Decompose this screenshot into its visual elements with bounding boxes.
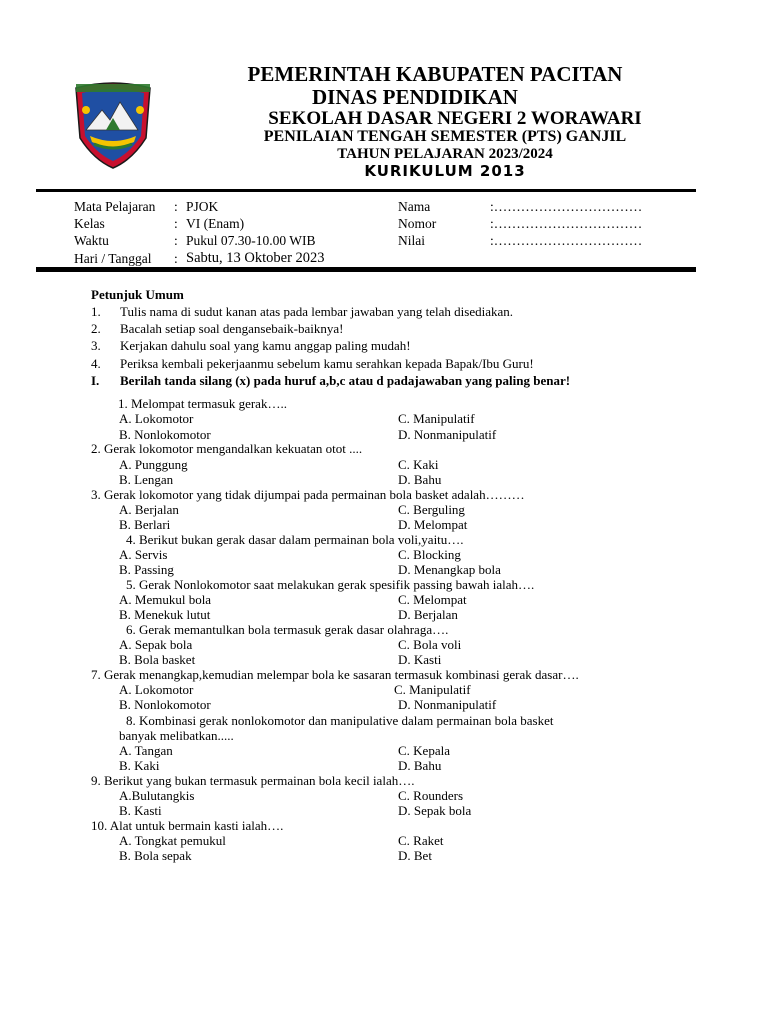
question-text: 5. Gerak Nonlokomotor saat melakukan gerak spesifik passing bawah ialah…. bbox=[126, 577, 535, 592]
petunjuk-title: Petunjuk Umum bbox=[91, 287, 184, 302]
option-c[interactable]: C. Rounders bbox=[398, 788, 463, 803]
option-d[interactable]: D. Menangkap bola bbox=[398, 562, 501, 577]
option-a[interactable]: A. Lokomotor bbox=[119, 682, 194, 697]
option-c[interactable]: C. Manipulatif bbox=[398, 411, 475, 426]
option-b[interactable]: B. Menekuk lutut bbox=[119, 607, 211, 622]
option-d[interactable]: D. Berjalan bbox=[398, 607, 458, 622]
mapel-colon: : bbox=[174, 199, 178, 214]
option-d[interactable]: D. Bet bbox=[398, 848, 432, 863]
option-a[interactable]: A. Lokomotor bbox=[119, 411, 194, 426]
header-tahun-pelajaran: TAHUN PELAJARAN 2023/2024 bbox=[337, 146, 553, 162]
option-c[interactable]: C. Berguling bbox=[398, 502, 465, 517]
question-text: 10. Alat untuk bermain kasti ialah…. bbox=[91, 818, 284, 833]
header-penilaian: PENILAIAN TENGAH SEMESTER (PTS) GANJIL bbox=[263, 128, 627, 145]
option-b[interactable]: B. Bola basket bbox=[119, 652, 196, 667]
section-number: I. bbox=[91, 373, 100, 388]
hari-label: Hari / Tanggal bbox=[74, 251, 152, 266]
kelas-colon: : bbox=[174, 216, 178, 231]
nilai-label: Nilai bbox=[398, 233, 425, 248]
petunjuk-num: 1. bbox=[91, 304, 101, 319]
option-d[interactable]: D. Nonmanipulatif bbox=[398, 697, 497, 712]
nama-label: Nama bbox=[398, 199, 431, 214]
header-pemerintah: PEMERINTAH KABUPATEN PACITAN bbox=[247, 62, 623, 86]
header-sekolah: SEKOLAH DASAR NEGERI 2 WORAWARI bbox=[268, 108, 642, 129]
question-text: 8. Kombinasi gerak nonlokomotor dan manipulative dalam permainan bola basket bbox=[126, 713, 554, 728]
question-text: 3. Gerak lokomotor yang tidak dijumpai pada permainan bola basket adalah……… bbox=[91, 487, 525, 502]
mapel-label: Mata Pelajaran bbox=[74, 199, 156, 214]
nama-blank[interactable]: :…………………………… bbox=[490, 199, 643, 214]
header-rule-bottom bbox=[36, 267, 696, 272]
option-d[interactable]: D. Nonmanipulatif bbox=[398, 427, 497, 442]
question-text: 9. Berikut yang bukan termasuk permainan bola kecil ialah…. bbox=[91, 773, 415, 788]
option-a[interactable]: A. Tangan bbox=[119, 743, 173, 758]
petunjuk-item: Tulis nama di sudut kanan atas pada lembar jawaban yang telah disediakan. bbox=[120, 304, 514, 319]
header-rule-top bbox=[36, 189, 696, 192]
option-b[interactable]: B. Nonlokomotor bbox=[119, 697, 211, 712]
petunjuk-num: 4. bbox=[91, 356, 101, 371]
option-d[interactable]: D. Melompat bbox=[398, 517, 468, 532]
petunjuk-num: 3. bbox=[91, 338, 101, 353]
question-text-continued: banyak melibatkan..... bbox=[119, 728, 234, 743]
waktu-label: Waktu bbox=[74, 233, 109, 248]
option-a[interactable]: A. Tongkat pemukul bbox=[119, 833, 226, 848]
option-a[interactable]: A. Servis bbox=[119, 547, 168, 562]
waktu-value: Pukul 07.30-10.00 WIB bbox=[186, 233, 316, 248]
option-b[interactable]: B. Lengan bbox=[119, 472, 174, 487]
option-c[interactable]: C. Manipulatif bbox=[394, 682, 471, 697]
mapel-value: PJOK bbox=[186, 199, 219, 214]
petunjuk-num: 2. bbox=[91, 321, 101, 336]
header-dinas: DINAS PENDIDIKAN bbox=[312, 85, 518, 109]
option-c[interactable]: C. Melompat bbox=[398, 592, 467, 607]
header-kurikulum: KURIKULUM 2013 bbox=[364, 162, 526, 180]
option-d[interactable]: D. Sepak bola bbox=[398, 803, 472, 818]
question-text: 6. Gerak memantulkan bola termasuk gerak dasar olahraga…. bbox=[126, 622, 449, 637]
option-d[interactable]: D. Bahu bbox=[398, 472, 442, 487]
petunjuk-item: Bacalah setiap soal dengansebaik-baiknya! bbox=[120, 321, 344, 336]
hari-colon: : bbox=[174, 251, 178, 266]
option-c[interactable]: C. Bola voli bbox=[398, 637, 462, 652]
option-c[interactable]: C. Kaki bbox=[398, 457, 439, 472]
option-c[interactable]: C. Blocking bbox=[398, 547, 461, 562]
option-a[interactable]: A. Memukul bola bbox=[119, 592, 212, 607]
option-c[interactable]: C. Raket bbox=[398, 833, 444, 848]
petunjuk-item: Kerjakan dahulu soal yang kamu anggap paling mudah! bbox=[120, 338, 411, 353]
kelas-value: VI (Enam) bbox=[186, 216, 245, 231]
option-b[interactable]: B. Berlari bbox=[119, 517, 171, 532]
section-instruction: Berilah tanda silang (x) pada huruf a,b,c atau d padajawaban yang paling benar! bbox=[120, 373, 571, 388]
option-b[interactable]: B. Nonlokomotor bbox=[119, 427, 211, 442]
question-text: 7. Gerak menangkap,kemudian melempar bola ke sasaran termasuk kombinasi gerak dasar…. bbox=[91, 667, 579, 682]
option-c[interactable]: C. Kepala bbox=[398, 743, 450, 758]
nilai-blank[interactable]: :…………………………… bbox=[490, 233, 643, 248]
petunjuk-item: Periksa kembali pekerjaanmu sebelum kamu serahkan kepada Bapak/Ibu Guru! bbox=[120, 356, 534, 371]
option-b[interactable]: B. Passing bbox=[119, 562, 174, 577]
waktu-colon: : bbox=[174, 233, 178, 248]
pacitan-emblem-logo bbox=[72, 80, 154, 170]
option-a[interactable]: A. Punggung bbox=[119, 457, 188, 472]
hari-value: Sabtu, 13 Oktober 2023 bbox=[186, 250, 325, 266]
question-text: 2. Gerak lokomotor mengandalkan kekuatan otot .... bbox=[91, 441, 363, 456]
nomor-label: Nomor bbox=[398, 216, 437, 231]
option-a[interactable]: A. Berjalan bbox=[119, 502, 179, 517]
question-text: 4. Berikut bukan gerak dasar dalam permainan bola voli,yaitu…. bbox=[126, 532, 464, 547]
option-b[interactable]: B. Kasti bbox=[119, 803, 162, 818]
option-b[interactable]: B. Kaki bbox=[119, 758, 160, 773]
kelas-label: Kelas bbox=[74, 216, 105, 231]
option-b[interactable]: B. Bola sepak bbox=[119, 848, 192, 863]
question-text: 1. Melompat termasuk gerak….. bbox=[118, 396, 287, 411]
option-a[interactable]: A.Bulutangkis bbox=[119, 788, 195, 803]
option-d[interactable]: D. Kasti bbox=[398, 652, 442, 667]
option-d[interactable]: D. Bahu bbox=[398, 758, 442, 773]
nomor-blank[interactable]: :…………………………… bbox=[490, 216, 643, 231]
option-a[interactable]: A. Sepak bola bbox=[119, 637, 193, 652]
